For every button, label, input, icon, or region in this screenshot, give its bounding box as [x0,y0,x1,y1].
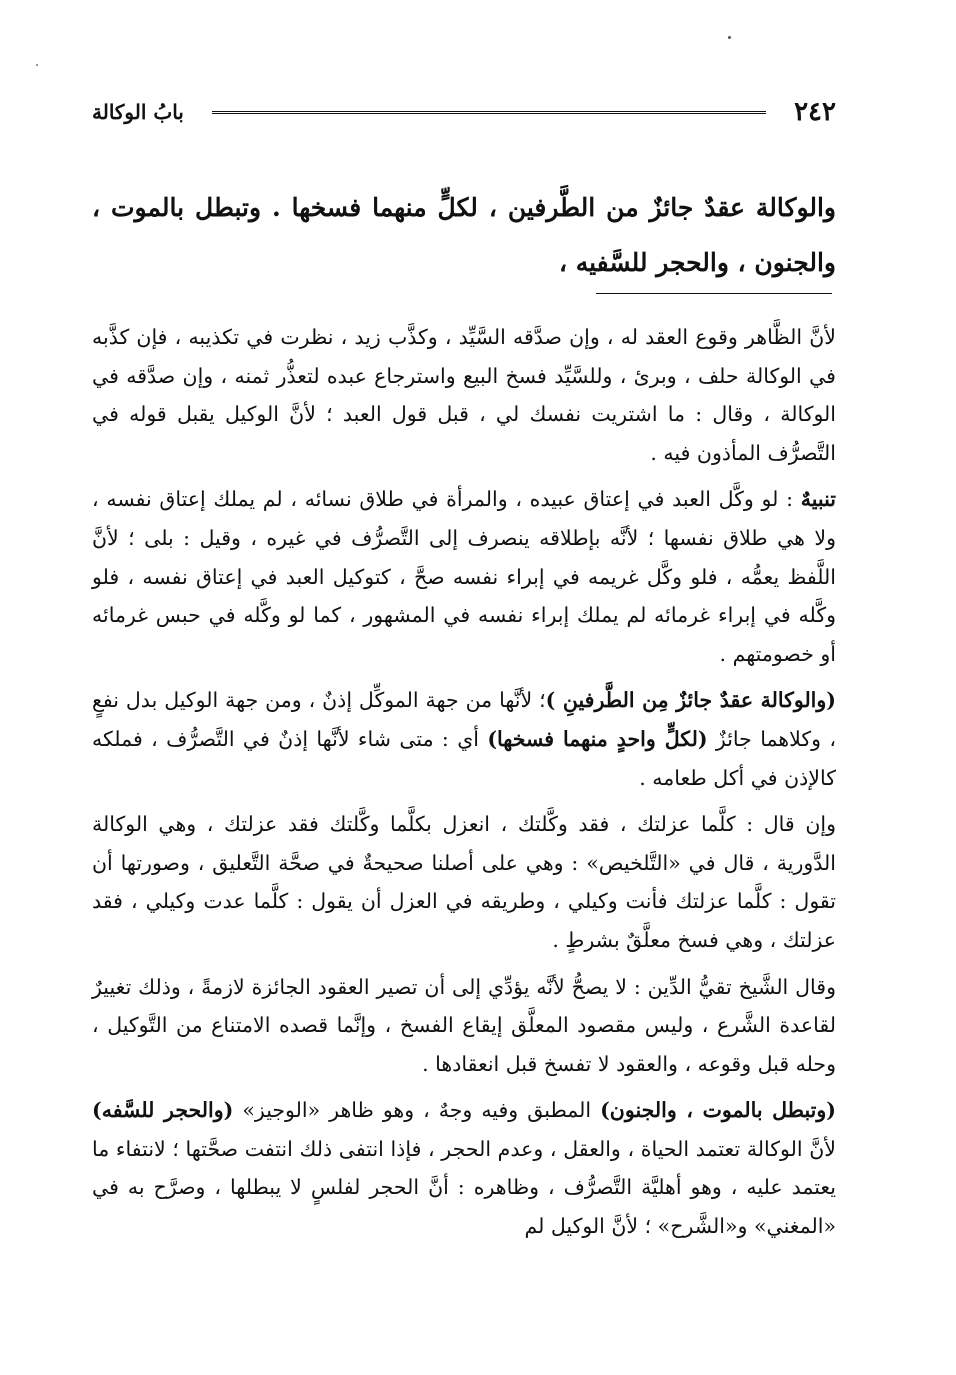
header-rule [212,111,766,114]
note-heading: تنبيهٌ [800,487,836,512]
commentary-paragraph: لأنَّ الظَّاهر وقوع العقد له ، وإن صدَّقه السَّيِّد ، وكذَّب زيد ، نظرت في تكذيبه ، فإن كذَّبه في الوكالة حلف ، وبرئ ، وللسَّيِّد فسخ البيع واسترجاع عبده لتعذُّر ثمنه ، وإن صدَّقه في الوكالة ، وقال : ما اشتريت نفسك لي ، قبل قول العبد ؛ لأنَّ الوكيل يقبل قوله في التَّصرُّف المأذون فيه . [92,325,836,465]
scan-speck [728,36,731,39]
paragraph-text: ؛ لأنَّها من جهة الموكِّل إذنٌ ، ومن جهة الوكيل بدل نفعٍ ، وكلاهما جائزٌ [92,688,836,751]
quoted-matn: (والحجر للسَّفه) [92,1098,234,1123]
scan-speck [36,64,38,66]
paragraph-text: أي : متى شاء لأنَّها إذنٌ في التَّصرُّف ، فملكه كالإذن في أكل طعامه . [92,726,836,790]
commentary [92,318,836,1254]
running-header [92,92,836,132]
page-number: ٢٤٢ [794,97,836,127]
quoted-matn: (وتبطل بالموت ، والجنون) [600,1098,836,1123]
chapter-title: بابُ الوكالة [92,100,184,124]
commentary-paragraph: وإن قال : كلَّما عزلتك ، فقد وكَّلتك ، انعزل بكلَّما وكَّلتك فقد عزلتك ، وهي الوكالة الدَّورية ، قال في «التَّلخيص» : وهي على أصلنا صحيحةٌ في صحَّة التَّعليق ، وصورتها أن تقول : كلَّما عزلتك فأنت وكيلي ، وطريقه في العزل أن يقول : كلَّما عدت وكيلي ، فقد عزلتك ، وهي فسخ معلَّقٌ بشرطٍ . [92,812,836,952]
paragraph-text: لأنَّ الوكالة تعتمد الحياة ، والعقل ، وعدم الحجر ، فإذا انتفى ذلك انتفت صحَّتها ؛ لانتفاء ما يعتمد عليه ، وهو أهليَّة التَّصرُّف ، وظاهره : أنَّ الحجر لفلسٍ لا يبطلها ، وصرَّح به في «المغني» و«الشَّرح» ؛ لأنَّ الوكيل لم [92,1136,836,1239]
quoted-matn: (لكلٍّ واحدٍ منهما فسخها) [487,726,708,751]
paragraph-text: : لو وكَّل العبد في إعتاق عبيده ، والمرأة في طلاق نسائه ، لم يملك إعتاق نفسه ، ولا هي طلاق نفسها ؛ لأنَّه بإطلاقه ينصرف إلى التَّصرُّف في غيره ، وقيل : بلى ؛ لأنَّ اللَّفظ يعمُّه ، فلو وكَّل غريمه في إبراء نفسه صحَّ ، كتوكيل العبد في إعتاق نفسه ، فلو وكَّله في إبراء غرمائه لم يملك إبراء نفسه في المشهور ، كما لو وكَّله في حبس غرمائه أو خصومتهم . [92,487,836,666]
footnote-separator [596,293,832,294]
commentary-paragraph: وقال الشَّيخ تقيُّ الدِّين : لا يصحُّ لأنَّه يؤدِّي إلى أن تصير العقود الجائزة لازمةً ، وذلك تغييرٌ لقاعدة الشَّرع ، وليس مقصود المعلَّق إيقاع الفسخ ، وإنَّما قصده الامتناع من التَّوكيل ، وحله قبل وقوعه ، والعقود لا تفسخ قبل انعقادها . [92,974,836,1076]
quoted-matn: (والوكالة عقدٌ جائزٌ مِن الطَّرفينِ ) [545,688,836,713]
commentary-paragraph [92,681,836,797]
commentary-paragraph [92,1091,836,1245]
commentary-paragraph [92,480,836,673]
paragraph-text: المطبق وفيه وجهٌ ، وهو ظاهر «الوجيز» [233,1098,601,1123]
main-text: والوكالة عقدٌ جائزٌ من الطَّرفين ، لكلٍّ منهما فسخها . وتبطل بالموت ، والجنون ، والحجر للسَّفيه ، [92,193,836,277]
